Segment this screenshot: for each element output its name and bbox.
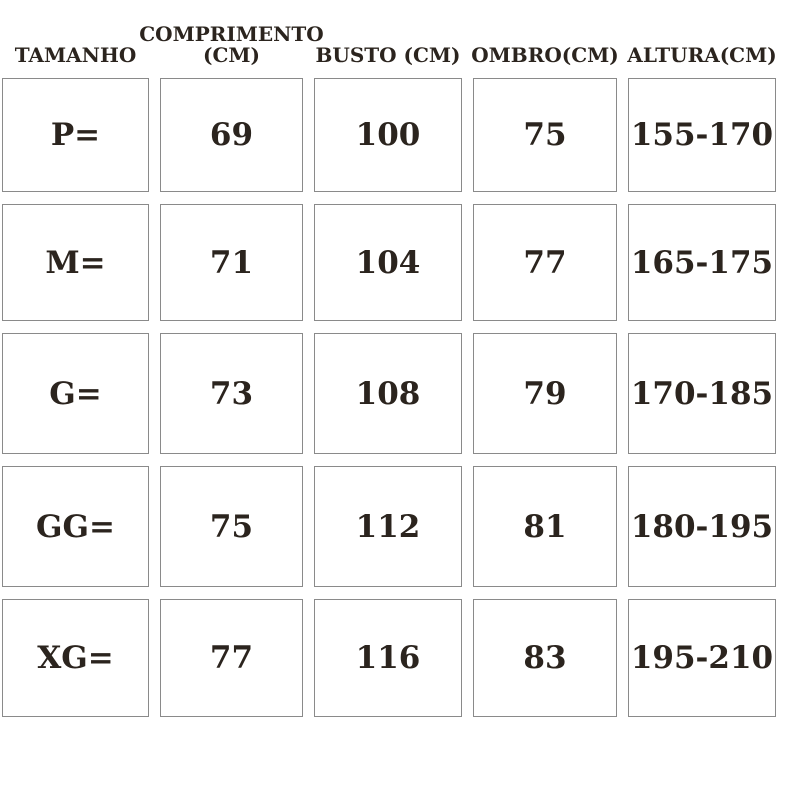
- size-label-cell: GG=: [2, 466, 149, 587]
- column-header-altura: ALTURA(CM): [627, 43, 777, 67]
- altura-cell: 155-170: [628, 78, 776, 192]
- busto-cell: 108: [314, 333, 462, 454]
- altura-cell: 165-175: [628, 204, 776, 321]
- comprimento-cell: 73: [160, 333, 303, 454]
- ombro-cell: 83: [473, 599, 617, 717]
- ombro-cell: 75: [473, 78, 617, 192]
- comprimento-cell: 75: [160, 466, 303, 587]
- column-header-ombro: OMBRO(CM): [471, 43, 619, 67]
- size-chart-table: [2, 14, 780, 717]
- busto-cell: 100: [314, 78, 462, 192]
- busto-cell: 112: [314, 466, 462, 587]
- comprimento-cell: 71: [160, 204, 303, 321]
- size-label-cell: P=: [2, 78, 149, 192]
- size-label-cell: XG=: [2, 599, 149, 717]
- busto-cell: 104: [314, 204, 462, 321]
- column-header-comprimento: COMPRIMENTO (CM): [139, 22, 324, 67]
- column-header-busto: BUSTO (CM): [315, 43, 461, 67]
- comprimento-cell: 77: [160, 599, 303, 717]
- size-label-cell: M=: [2, 204, 149, 321]
- ombro-cell: 77: [473, 204, 617, 321]
- size-label-cell: G=: [2, 333, 149, 454]
- ombro-cell: 81: [473, 466, 617, 587]
- altura-cell: 195-210: [628, 599, 776, 717]
- altura-cell: 180-195: [628, 466, 776, 587]
- comprimento-cell: 69: [160, 78, 303, 192]
- ombro-cell: 79: [473, 333, 617, 454]
- column-header-tamanho: TAMANHO: [14, 43, 137, 67]
- busto-cell: 116: [314, 599, 462, 717]
- altura-cell: 170-185: [628, 333, 776, 454]
